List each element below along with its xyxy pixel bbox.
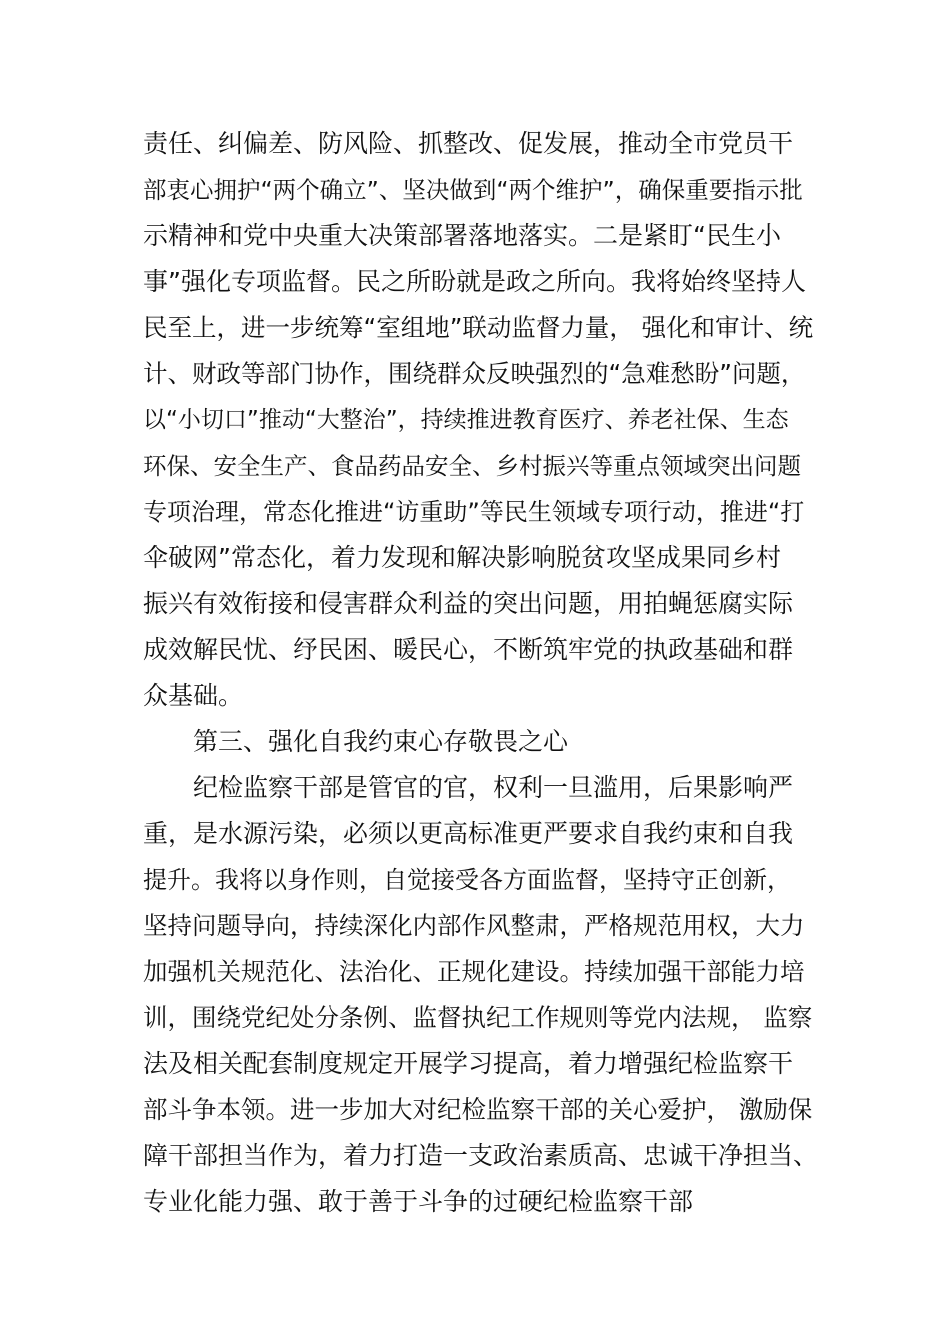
text-line-19: 加强机关规范化、法治化、正规化建设。持续加强干部能力培	[143, 957, 805, 986]
text-line-21: 法及相关配套制度规定开展学习提高，着力增强纪检监察干	[143, 1049, 794, 1078]
text-line-10: 伞破网”常态化，着力发现和解决影响脱贫攻坚成果同乡村	[143, 543, 781, 572]
text-line-6: 计、财政等部门协作，围绕群众反映强烈的“急难愁盼”问题，	[143, 359, 806, 388]
text-line-11: 振兴有效衔接和侵害群众利益的突出问题，用拍蝇惩腐实际	[143, 589, 794, 618]
text-line-2: 部衷心拥护“两个确立”、坚决做到“两个维护”，确保重要指示批	[143, 176, 803, 204]
text-line-4: 事”强化专项监督。民之所盼就是政之所向。我将始终坚持人	[143, 267, 806, 296]
text-line-9: 专项治理，常态化推进“访重助”等民生领域专项行动，推进“打	[143, 498, 805, 526]
text-line-18: 坚持问题导向，持续深化内部作风整肃，严格规范用权，大力	[143, 911, 805, 940]
text-line-16: 重，是水源污染，必须以更高标准更严要求自我约束和自我	[143, 819, 794, 848]
text-line-7: 以“小切口”推动“大整治”，持续推进教育医疗、养老社保、生态	[143, 407, 789, 433]
text-line-13: 众基础。	[143, 681, 244, 710]
section-heading: 第三、强化自我约束心存敬畏之心	[193, 727, 569, 756]
text-line-17: 提升。我将以身作则，自觉接受各方面监督，坚持守正创新，	[143, 866, 791, 894]
text-line-3: 示精神和党中央重大决策部署落地落实。二是紧盯“民生小	[143, 221, 781, 250]
text-line-1: 责任、纠偏差、防风险、抓整改、促发展，推动全市党员干	[143, 129, 794, 158]
text-line-23: 障干部担当作为，着力打造一支政治素质高、忠诚干净担当、	[143, 1141, 819, 1170]
text-line-8: 环保、安全生产、食品药品安全、乡村振兴等重点领域突出问题	[143, 452, 801, 480]
text-line-12: 成效解民忧、纾民困、暖民心，不断筑牢党的执政基础和群	[143, 635, 794, 664]
text-line-24: 专业化能力强、敢于善于斗争的过硬纪检监察干部	[143, 1187, 694, 1216]
text-line-20: 训，围绕党纪处分条例、监督执纪工作规则等党内法规， 监察	[143, 1003, 813, 1032]
text-line-22: 部斗争本领。进一步加大对纪检监察干部的关心爱护， 激励保	[143, 1095, 813, 1124]
text-line-15: 纪检监察干部是管官的官，权利一旦滥用，后果影响严	[193, 773, 794, 802]
text-line-5: 民至上，进一步统筹“室组地”联动监督力量， 强化和审计、统	[143, 313, 814, 342]
